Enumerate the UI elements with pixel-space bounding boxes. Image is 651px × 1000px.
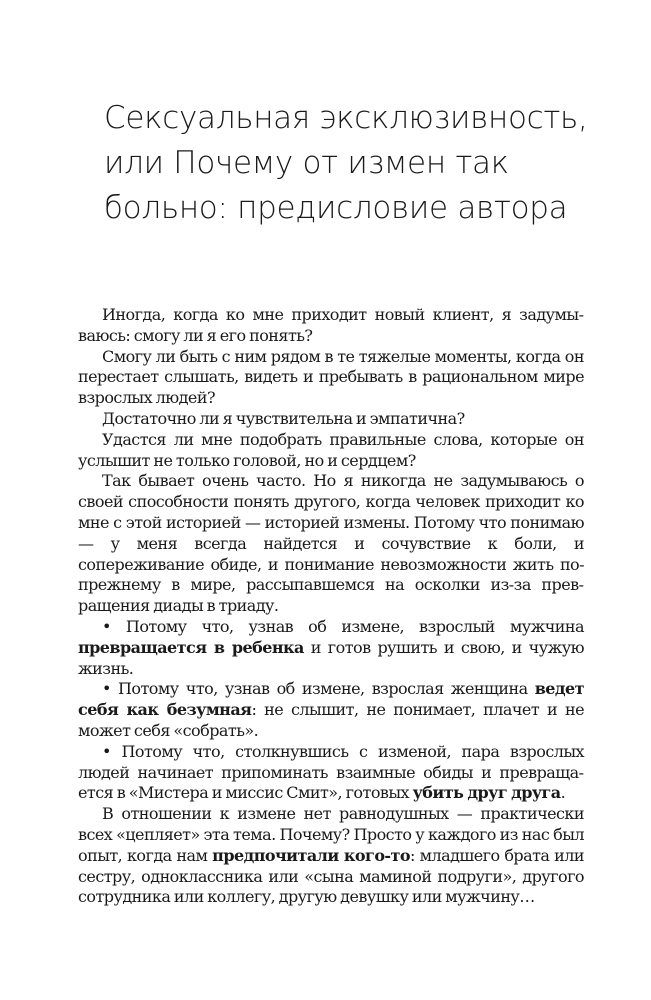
chapter-title-line: больно: предисловие автора xyxy=(104,190,568,226)
paragraph-text: Смогу ли быть с ним рядом в те тяжелые моменты, когда он перестает слышать, видеть и пребывать в рациональном мире взрослых людей? xyxy=(78,346,584,408)
emphasis-text: предпочитали кого-то xyxy=(212,845,411,865)
emphasis-text: ведет себя как безумная xyxy=(78,679,584,720)
paragraph xyxy=(78,804,584,908)
paragraph xyxy=(78,617,584,679)
paragraph-text: • Потому что, узнав об измене, взрослая женщина xyxy=(102,679,535,699)
paragraph-text: и готов рушить и свою, и чужую жизнь. xyxy=(78,637,584,678)
paragraph xyxy=(78,471,584,617)
paragraph xyxy=(78,430,584,472)
paragraph xyxy=(78,409,584,430)
chapter-title-line: Сексуальная эксклюзивность, xyxy=(104,100,588,136)
paragraph-text: • Потому что, столкнувшись с изменой, пара взрослых людей начинает припоминать взаимные обиды и превращается в «Мистера и миссис Смит», готовых xyxy=(78,741,584,803)
paragraph-text: : младшего брата или сестру, одноклассника или «сына маминой подруги», другого сотрудника или коллегу, другую девушку или мужчину… xyxy=(78,845,584,907)
paragraph xyxy=(78,742,584,804)
emphasis-text: убить друг друга xyxy=(412,783,561,803)
paragraph-text: В отношении к измене нет равнодушных — практически всех «цепляет» эта тема. Почему? Просто у каждого из нас был опыт, когда нам xyxy=(78,804,584,865)
paragraph-text: . xyxy=(560,783,566,803)
body-text xyxy=(78,305,584,908)
paragraph-text: Иногда, когда ко мне приходит новый клиент, я задумываюсь: смогу ли я его понять? xyxy=(78,305,584,345)
paragraph xyxy=(78,679,584,741)
emphasis-text: превращается в ребенка xyxy=(78,637,304,657)
chapter-title-line: или Почему от измен так xyxy=(104,145,509,181)
chapter-title xyxy=(104,96,604,231)
paragraph-text: • Потому что, узнав об измене, взрослый мужчина xyxy=(102,616,584,636)
paragraph-text: Так бывает очень часто. Но я никогда не задумываюсь о своей способности понять другого, когда человек приходит ко мне с этой историей — историей измены. Потому что понимаю — у меня всегда найдется и сочувствие к боли, и сопереживание обиде, и понимание невозможности жить по-прежнему в мире, рассыпавшемся на осколки из-за превращения диады в триаду. xyxy=(78,471,584,616)
paragraph-text: Достаточно ли я чувствительна и эмпатична? xyxy=(102,408,465,428)
paragraph xyxy=(78,305,584,347)
paragraph-text: Удастся ли мне подобрать правильные слова, которые он услышит не только головой, но и сердцем? xyxy=(78,429,584,470)
paragraph-text: : не слышит, не понимает, плачет и не может себя «собрать». xyxy=(78,700,584,740)
paragraph xyxy=(78,347,584,409)
